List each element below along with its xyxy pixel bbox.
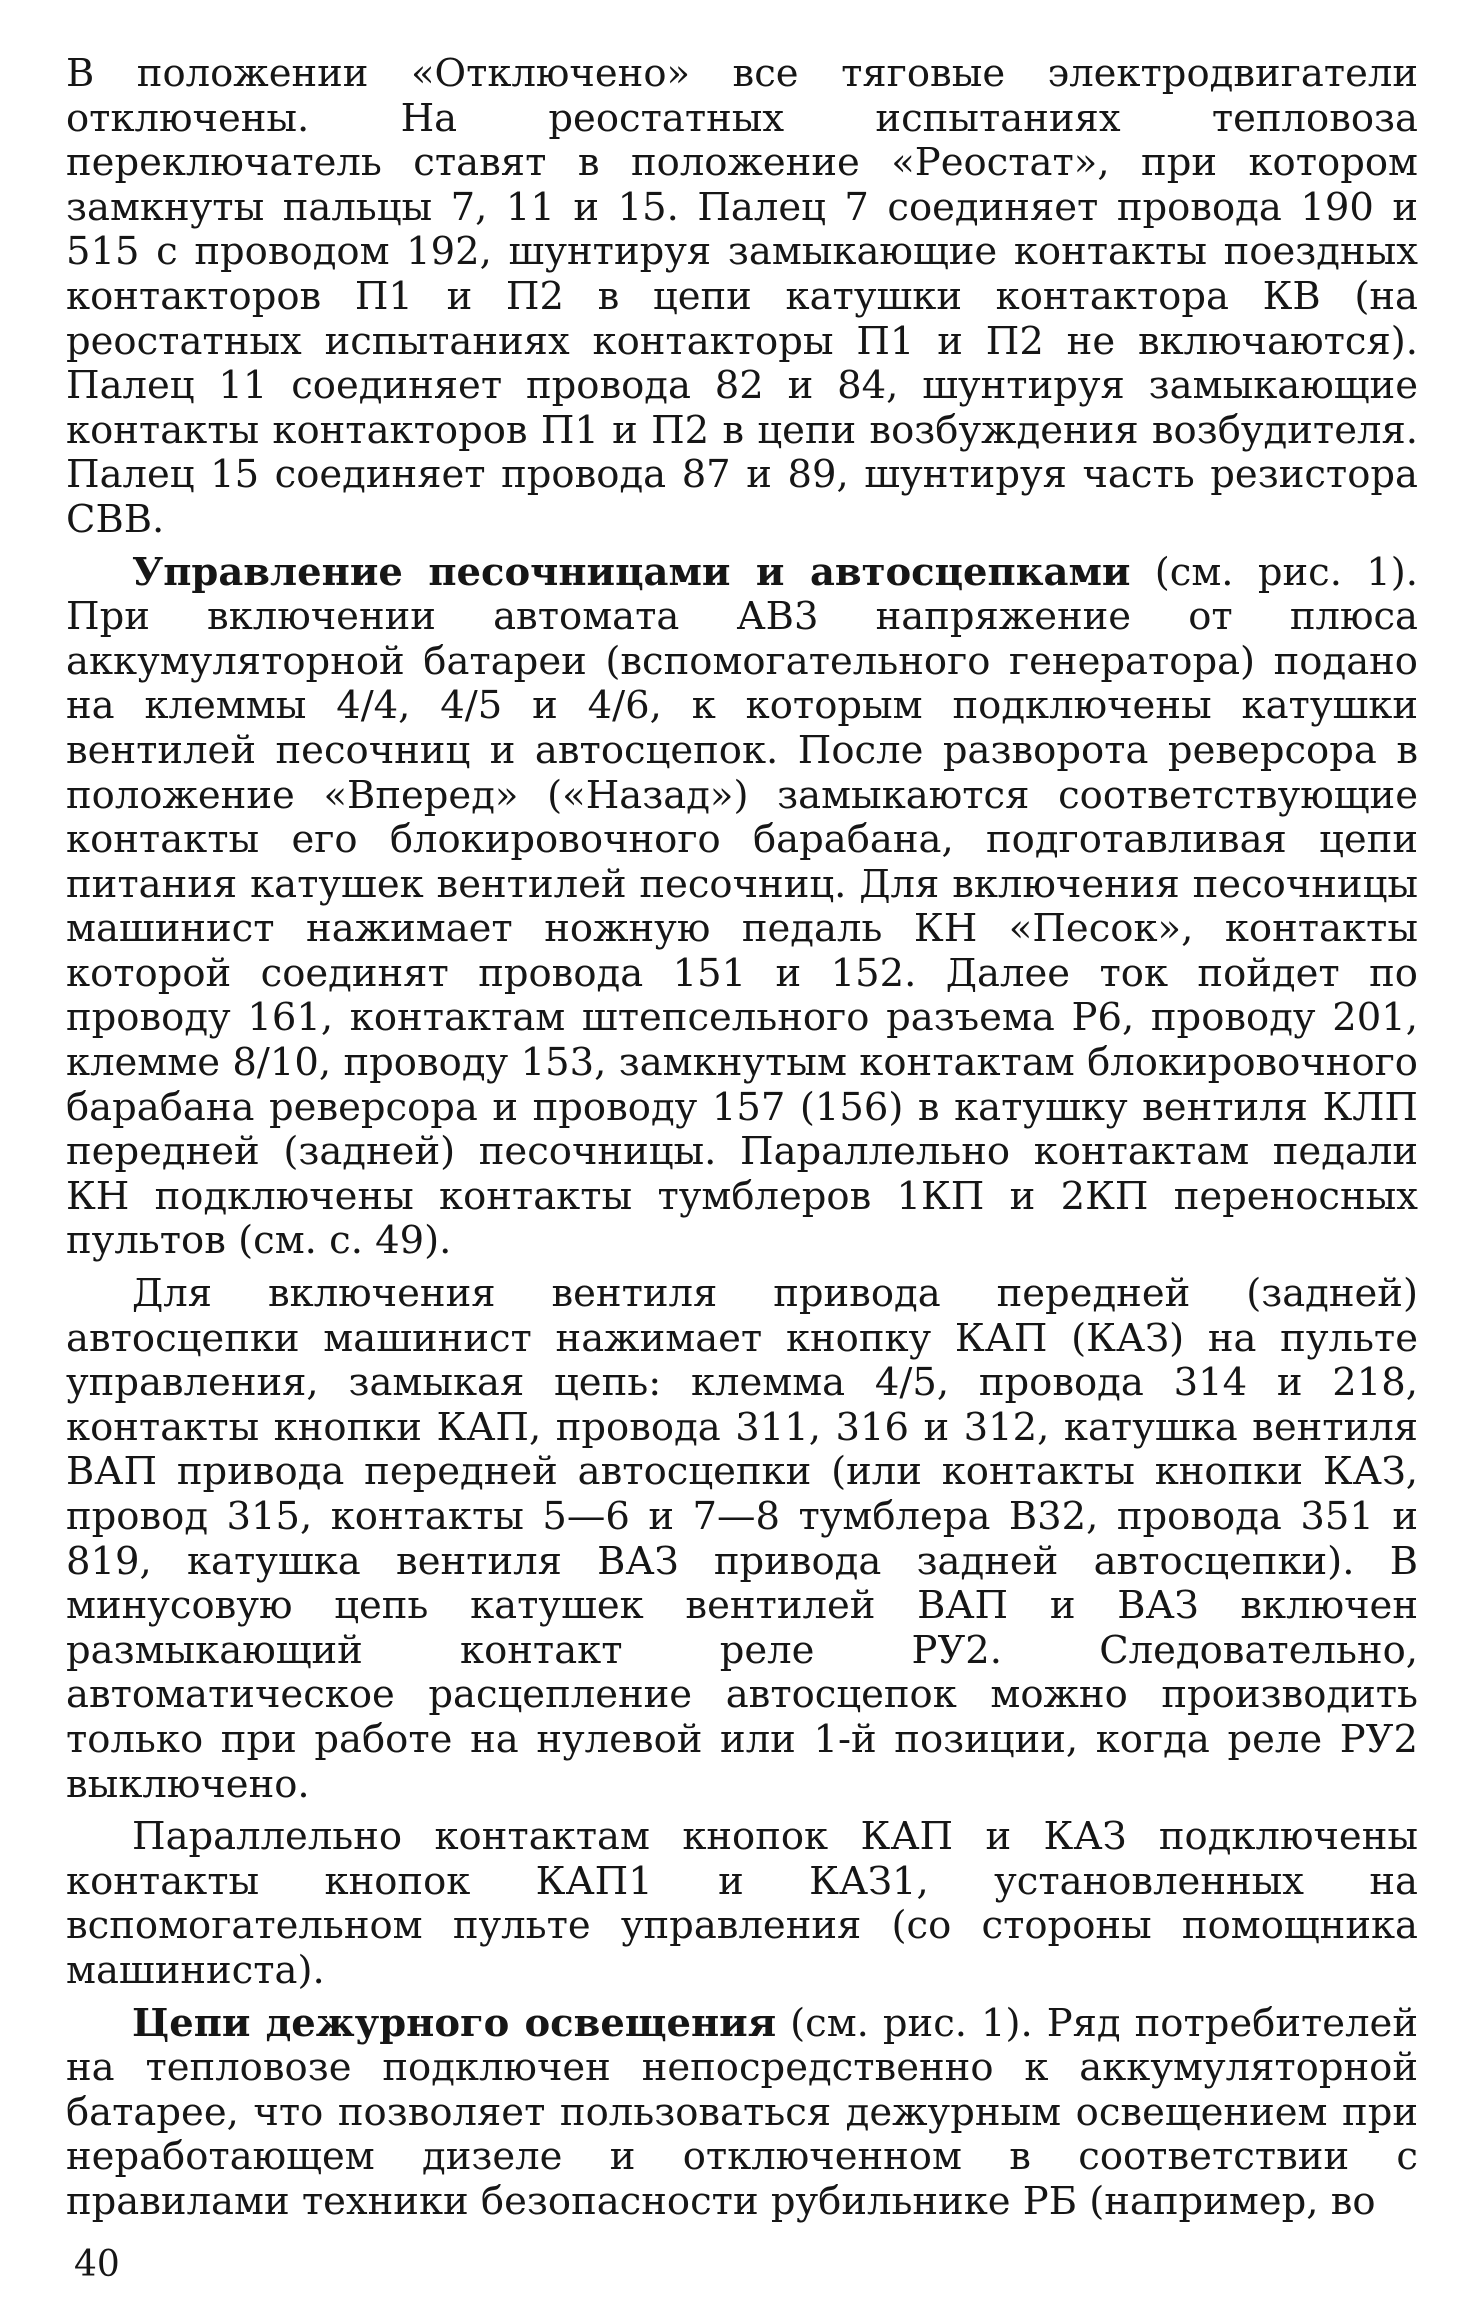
paragraph-sanders — [66, 551, 1418, 1265]
paragraph-duty-lighting — [66, 2002, 1418, 2225]
paragraph-text: Для включения вентиля привода передней (задней) автосцепки машинист нажимает кнопку КАП (КАЗ) на пульте управления, замыкая цепь: клемма 4/5, провода 314 и 218, контакты кнопки КАП, провода 311, 316 и 312, катушка вентиля ВАП привода передней автосцепки (или контакты кнопки КАЗ, провод 315, контакты 5—6 и 7—8 тумблера В32, провода 351 и 819, катушка вентиля ВАЗ привода задней автосцепки). В минусовую цепь катушек вентилей ВАП и ВАЗ включен размыкающий контакт реле РУ2. Следовательно, автоматическое расцепление автосцепок можно производить только при работе на нулевой или 1-й позиции, когда реле РУ2 выключено. — [66, 1271, 1418, 1807]
page-number: 40 — [74, 2244, 120, 2285]
page-body — [66, 52, 1418, 2233]
paragraph-text: (см. рис. 1). При включении автомата АВ3 напряжение от плюса аккумуляторной батареи (вспомогательного генератора) подано на клеммы 4/4, 4/5 и 4/6, к которым подключены катушки вентилей песочниц и автосцепок. После разворота реверсора в положение «Вперед» («Назад») замыкаются соответствующие контакты его блокировочного барабана, подготавливая цепи питания катушек вентилей песочниц. Для включения песочницы машинист нажимает ножную педаль КН «Песок», контакты которой соединят провода 151 и 152. Далее ток пойдет по проводу 161, контактам штепсельного разъема Р6, проводу 201, клемме 8/10, проводу 153, замкнутым контактам блокировочного барабана реверсора и проводу 157 (156) в катушку вентиля КЛП передней (задней) песочницы. Параллельно контактам педали КН подключены контакты тумблеров 1КП и 2КП переносных пультов (см. с. 49). — [66, 549, 1418, 1264]
section-heading-sanders: Управление песочницами и автосцепками — [132, 549, 1131, 595]
paragraph-reostat — [66, 52, 1418, 543]
paragraph-text: В положении «Отключено» все тяговые электродвигатели отключены. На реостатных испытаниях тепловоза переключатель ставят в положение «Реостат», при котором замкнуты пальцы 7, 11 и 15. Палец 7 соединяет провода 190 и 515 с проводом 192, шунтируя замыкающие контакты поездных контакторов П1 и П2 в цепи катушки контактора КВ (на реостатных испытаниях контакторы П1 и П2 не включаются). Палец 11 соединяет провода 82 и 84, шунтируя замыкающие контакты контакторов П1 и П2 в цепи возбуждения возбудителя. Палец 15 соединяет провода 87 и 89, шунтируя часть резистора СВВ. — [66, 51, 1418, 542]
paragraph-aux-buttons — [66, 1815, 1418, 1993]
paragraph-couplers — [66, 1272, 1418, 1807]
section-heading-duty-lighting: Цепи дежурного освещения — [132, 2000, 777, 2046]
paragraph-text: Параллельно контактам кнопок КАП и КАЗ подключены контакты кнопок КАП1 и КАЗ1, установленных на вспомогательном пульте управления (со стороны помощника машиниста). — [66, 1814, 1418, 1993]
paragraph-text: (см. рис. 1). Ряд потребителей на тепловозе подключен непосредственно к аккумуляторной батарее, что позволяет пользоваться дежурным освещением при неработающем дизеле и отключенном в соответствии с правилами техники безопасности рубильнике РБ (например, во — [66, 2000, 1418, 2224]
